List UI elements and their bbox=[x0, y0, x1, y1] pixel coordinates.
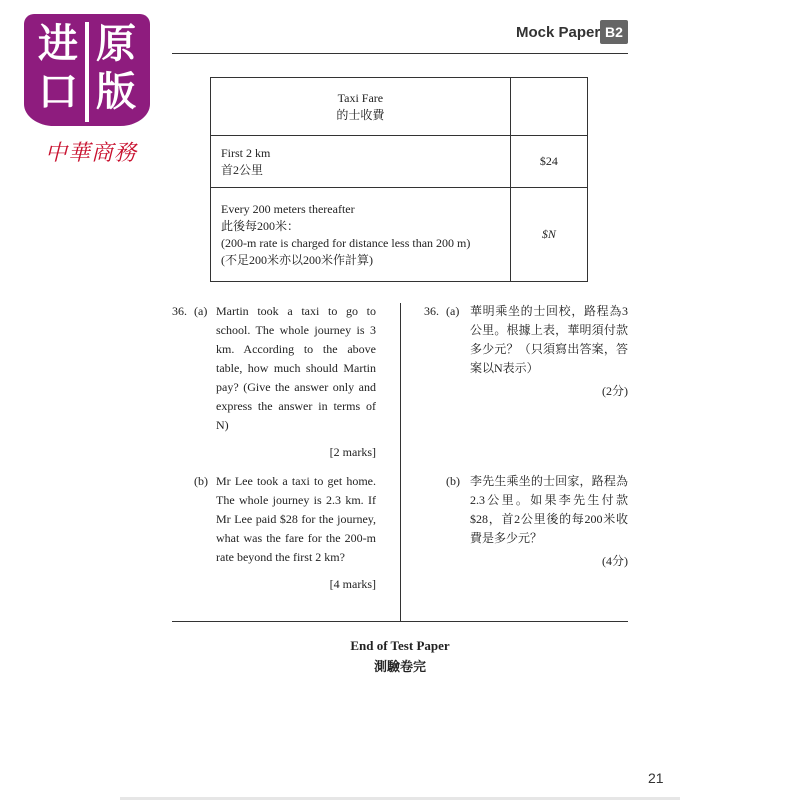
table-header-empty-cell bbox=[510, 78, 587, 136]
fare-en: First 2 km bbox=[221, 145, 271, 160]
logo-char: 原 bbox=[96, 21, 136, 67]
question-text: Mr Lee took a taxi to get home. The whole journey is 2.3 km. If Mr Lee paid $28 for the journey, what was the fare for the 200-m rate beyond the first 2 km? bbox=[216, 474, 376, 564]
table-header-zh: 的士收費 bbox=[336, 107, 385, 122]
marks-label: [4 marks] bbox=[329, 577, 376, 591]
question-text: 華明乘坐的士回校，路程為3公里。根據上表，華明須付款多少元？（只須寫出答案，答案以N表示） bbox=[470, 304, 628, 375]
paper-badge: B2 bbox=[600, 20, 628, 44]
fare-description-cell bbox=[211, 136, 511, 188]
question-part: (a) bbox=[446, 304, 460, 318]
marks-label: (2分) bbox=[602, 384, 628, 398]
page-number: 21 bbox=[648, 770, 664, 786]
fare-zh: 首2公里 bbox=[221, 162, 264, 177]
book-logo-icon bbox=[24, 14, 150, 126]
column-divider bbox=[400, 303, 401, 621]
logo-char: 进 bbox=[38, 21, 78, 67]
logo-char: 版 bbox=[96, 69, 136, 115]
publisher-logo bbox=[14, 10, 160, 170]
question-text: 李先生乘坐的士回家，路程為2.3公里。如果李先生付款$28，首2公里後的每200米收費是多少元？ bbox=[470, 474, 628, 545]
question-part: (b) bbox=[446, 474, 460, 488]
marks-label: (4分) bbox=[602, 554, 628, 568]
table-row bbox=[211, 136, 588, 188]
header-rule bbox=[172, 53, 628, 54]
taxi-fare-table bbox=[210, 77, 588, 282]
fare-note-zh: (不足200米亦以200米作計算) bbox=[221, 252, 373, 267]
paper-title: Mock Paper bbox=[516, 24, 601, 41]
fare-note-en: (200-m rate is charged for distance less than 200 m) bbox=[221, 235, 471, 250]
question-number: 36. bbox=[424, 304, 439, 318]
table-row bbox=[211, 188, 588, 282]
fare-zh: 此後每200米： bbox=[221, 218, 300, 233]
table-header-en: Taxi Fare bbox=[337, 90, 384, 105]
end-of-paper-zh: 測驗卷完 bbox=[373, 659, 426, 674]
fare-description-cell bbox=[211, 188, 511, 282]
question-number: 36. bbox=[172, 304, 187, 318]
fare-en: Every 200 meters thereafter bbox=[221, 201, 355, 216]
table-header-row bbox=[211, 78, 588, 136]
question-part: (a) bbox=[194, 304, 208, 318]
footer-rule bbox=[172, 621, 628, 622]
table-header-cell bbox=[211, 78, 511, 136]
logo-char: 口 bbox=[38, 69, 78, 115]
end-of-paper-en: End of Test Paper bbox=[350, 638, 450, 653]
question-text: Martin took a taxi to go to school. The whole journey is 3 km. According to the above table, how much should Martin pay? (Give the answer only and express the answer in terms of N) bbox=[216, 304, 376, 432]
marks-label: [2 marks] bbox=[329, 445, 376, 459]
fare-value: $N bbox=[510, 188, 587, 282]
fare-value: $24 bbox=[510, 136, 587, 188]
question-part: (b) bbox=[194, 474, 208, 488]
logo-subtitle: 中華商務 bbox=[44, 141, 137, 166]
